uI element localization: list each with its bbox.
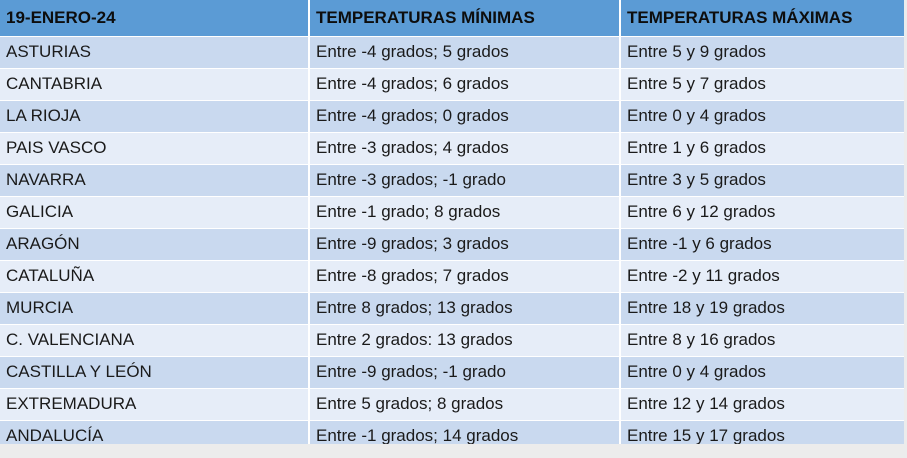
min-temp-cell: Entre -1 grado; 8 grados [309, 196, 620, 228]
max-temp-cell: Entre 5 y 7 grados [620, 68, 904, 100]
table-row [0, 100, 904, 132]
table-row [0, 196, 904, 228]
region-cell: CANTABRIA [0, 68, 309, 100]
table-row [0, 68, 904, 100]
min-temp-cell: Entre 5 grados; 8 grados [309, 388, 620, 420]
min-temp-cell: Entre 2 grados: 13 grados [309, 324, 620, 356]
region-cell: PAIS VASCO [0, 132, 309, 164]
region-cell: GALICIA [0, 196, 309, 228]
max-temp-cell: Entre 15 y 17 grados [620, 420, 904, 444]
max-temp-cell: Entre 1 y 6 grados [620, 132, 904, 164]
min-temp-cell: Entre 8 grados; 13 grados [309, 292, 620, 324]
region-cell: MURCIA [0, 292, 309, 324]
max-temp-cell: Entre 0 y 4 grados [620, 100, 904, 132]
table-row [0, 164, 904, 196]
table-row [0, 228, 904, 260]
table-header-row [0, 0, 904, 36]
bottom-background [0, 444, 907, 458]
region-cell: LA RIOJA [0, 100, 309, 132]
min-temp-cell: Entre -4 grados; 6 grados [309, 68, 620, 100]
max-temp-cell: Entre 3 y 5 grados [620, 164, 904, 196]
min-temp-cell: Entre -4 grados; 0 grados [309, 100, 620, 132]
table-row [0, 292, 904, 324]
table-row [0, 324, 904, 356]
region-cell: C. VALENCIANA [0, 324, 309, 356]
min-temp-cell: Entre -4 grados; 5 grados [309, 36, 620, 68]
table-row [0, 260, 904, 292]
min-temp-cell: Entre -1 grados; 14 grados [309, 420, 620, 444]
table-row [0, 420, 904, 444]
max-temp-cell: Entre 5 y 9 grados [620, 36, 904, 68]
region-cell: EXTREMADURA [0, 388, 309, 420]
min-temp-cell: Entre -9 grados; -1 grado [309, 356, 620, 388]
table-row [0, 356, 904, 388]
max-temp-cell: Entre 12 y 14 grados [620, 388, 904, 420]
max-temp-cell: Entre 8 y 16 grados [620, 324, 904, 356]
max-temp-cell: Entre 6 y 12 grados [620, 196, 904, 228]
max-temp-cell: Entre -1 y 6 grados [620, 228, 904, 260]
min-temp-cell: Entre -9 grados; 3 grados [309, 228, 620, 260]
min-temp-cell: Entre -3 grados; 4 grados [309, 132, 620, 164]
min-temp-cell: Entre -3 grados; -1 grado [309, 164, 620, 196]
header-min-temps: TEMPERATURAS MÍNIMAS [309, 0, 620, 36]
region-cell: ANDALUCÍA [0, 420, 309, 444]
min-temp-cell: Entre -8 grados; 7 grados [309, 260, 620, 292]
table-row [0, 132, 904, 164]
max-temp-cell: Entre 0 y 4 grados [620, 356, 904, 388]
region-cell: NAVARRA [0, 164, 309, 196]
table-row [0, 36, 904, 68]
header-max-temps: TEMPERATURAS MÁXIMAS [620, 0, 904, 36]
region-cell: ASTURIAS [0, 36, 309, 68]
max-temp-cell: Entre 18 y 19 grados [620, 292, 904, 324]
table-row [0, 388, 904, 420]
header-date: 19-ENERO-24 [0, 0, 309, 36]
max-temp-cell: Entre -2 y 11 grados [620, 260, 904, 292]
region-cell: CATALUÑA [0, 260, 309, 292]
region-cell: CASTILLA Y LEÓN [0, 356, 309, 388]
region-cell: ARAGÓN [0, 228, 309, 260]
